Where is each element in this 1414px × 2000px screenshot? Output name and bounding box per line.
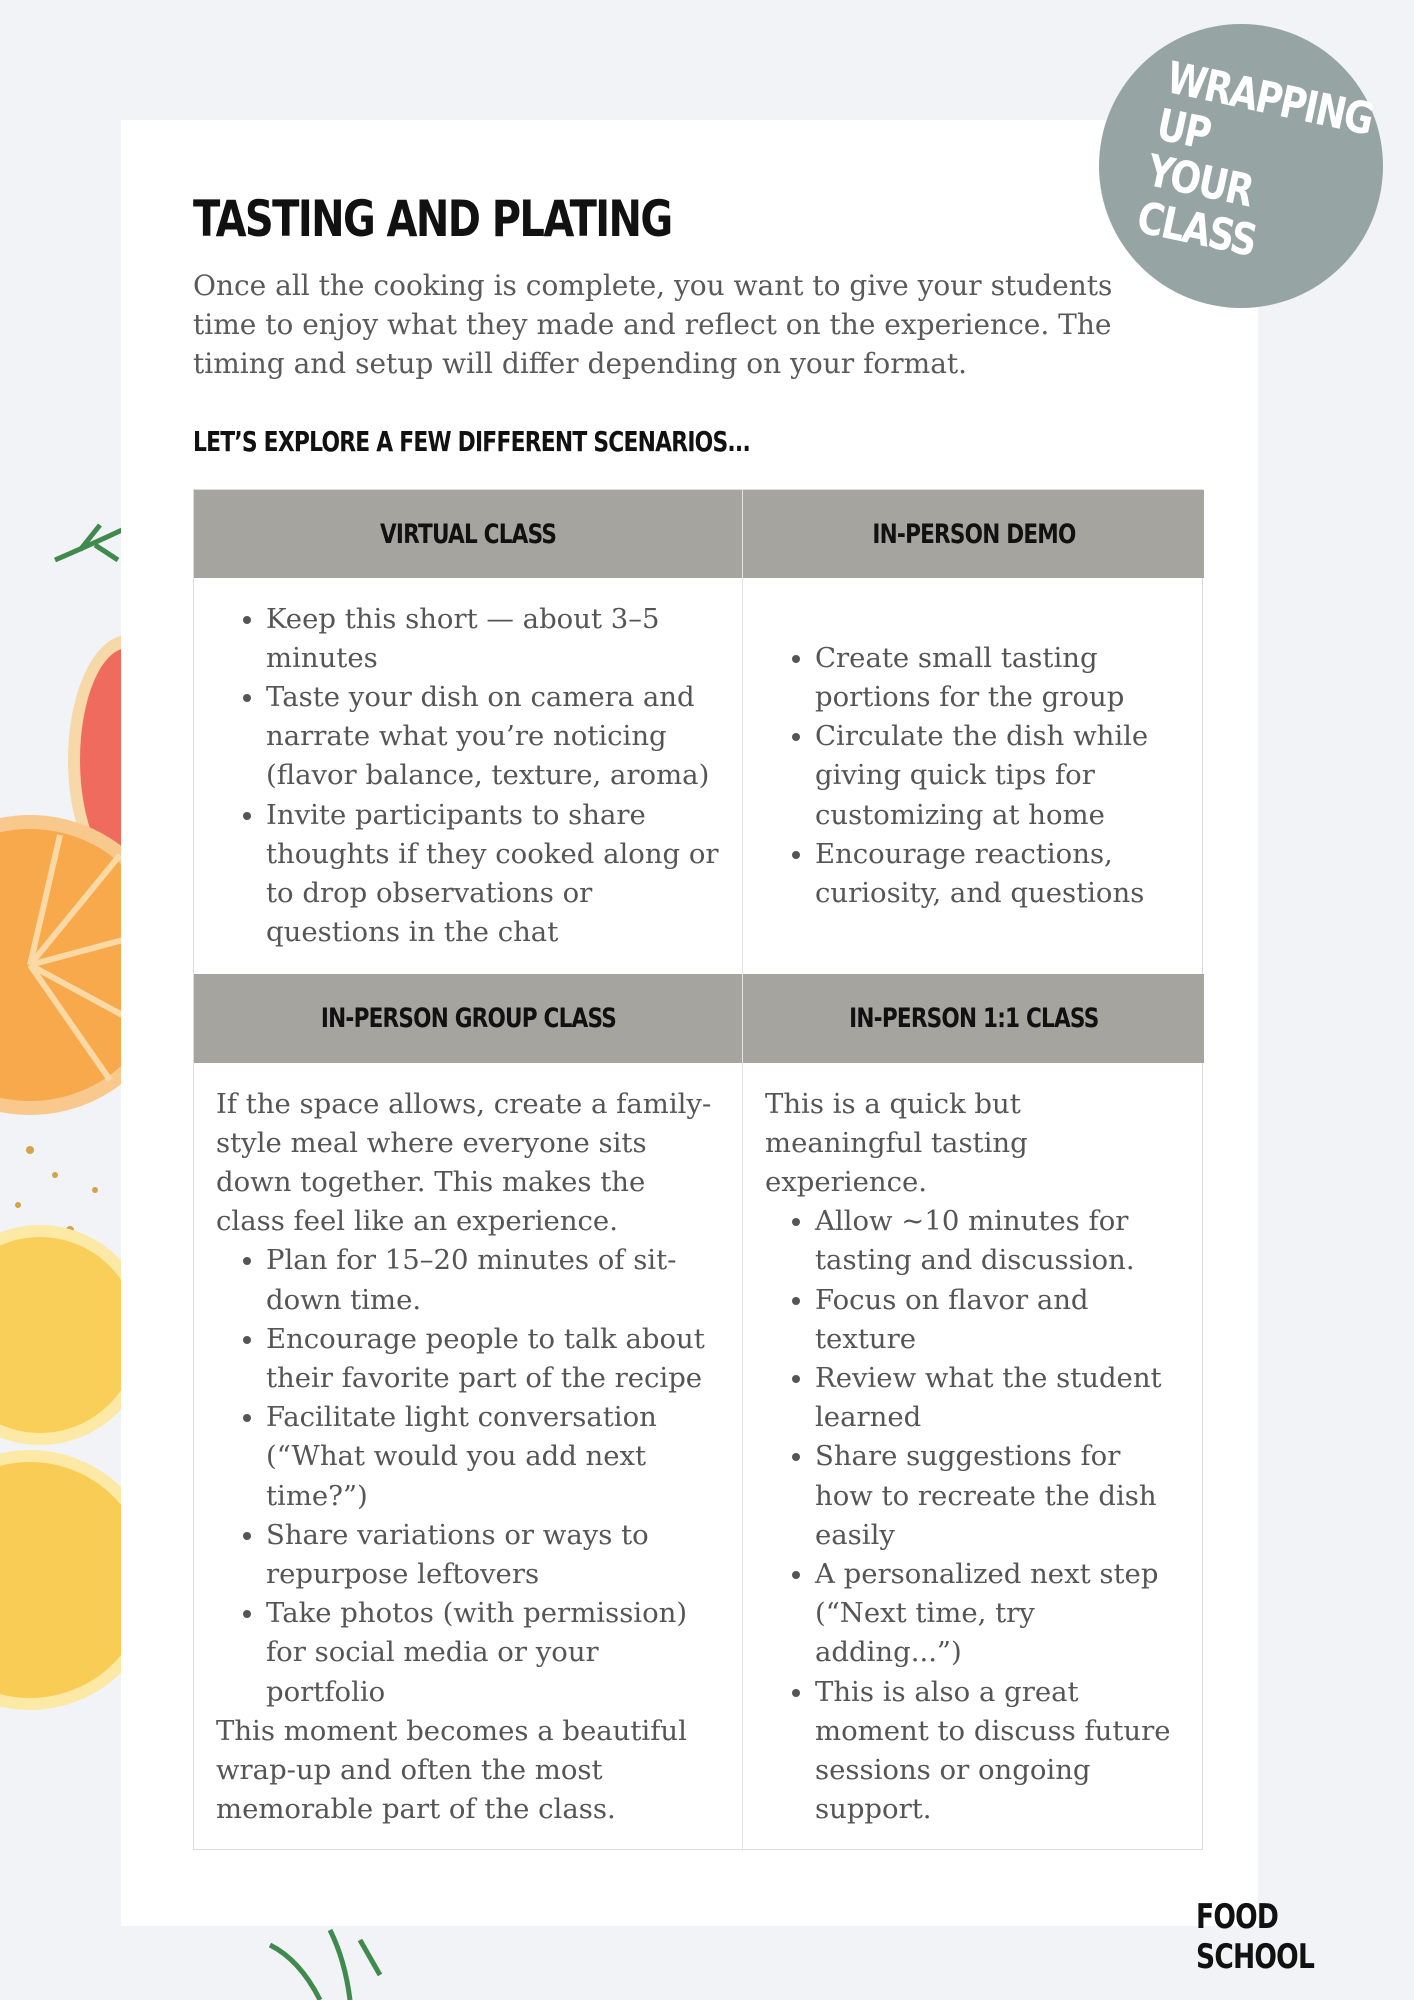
group-class-outro: This moment becomes a beautiful wrap-up and often the most memorable part of the class.: [216, 1714, 687, 1826]
list-item: • Facilitate light conversation (“What would you add next time?”): [266, 1398, 722, 1516]
badge-line-1: WRAPPING UP: [1152, 52, 1377, 160]
badge-label: [1117, 51, 1377, 281]
list-item: • Share suggestions for how to recreate the dish easily: [815, 1437, 1184, 1555]
rosemary-sprig-icon: [55, 525, 122, 560]
list-item: • Take photos (with permission) for social media or your portfolio: [266, 1594, 722, 1712]
list-item: • Invite participants to share thoughts if they cooked along or to drop observations or questions in the chat: [266, 796, 722, 953]
footer-brand: FOOD SCHOOL: [1196, 1897, 1315, 1977]
group-class-intro: If the space allows, create a family-style meal where everyone sits down together. This makes the class feel like an experience.: [216, 1087, 712, 1238]
header-group-class-label: IN-PERSON GROUP CLASS: [320, 1003, 616, 1034]
list-item: • Allow ~10 minutes for tasting and discussion.: [815, 1202, 1184, 1280]
list-item: • This is also a great moment to discuss future sessions or ongoing support.: [815, 1673, 1184, 1830]
list-item: • Encourage people to talk about their favorite part of the recipe: [266, 1320, 722, 1398]
header-in-person-demo-label: IN-PERSON DEMO: [871, 518, 1076, 550]
list-item: • Taste your dish on camera and narrate what you’re noticing (flavor balance, texture, aroma): [266, 678, 722, 796]
list-item: • Plan for 15–20 minutes of sit-down time.: [266, 1241, 722, 1319]
list-item: • Focus on flavor and texture: [815, 1281, 1184, 1359]
in-person-demo-list: [765, 639, 1184, 913]
cell-in-person-demo: [743, 578, 1204, 974]
page-title: TASTING AND PLATING: [193, 190, 672, 248]
one-on-one-list: [765, 1202, 1184, 1829]
header-one-on-one-class-label: IN-PERSON 1:1 CLASS: [848, 1003, 1099, 1034]
list-item: • Encourage reactions, curiosity, and questions: [815, 835, 1184, 913]
intro-paragraph: Once all the cooking is complete, you want to give your students time to enjoy what they made and reflect on the experience. The timing and setup will differ depending on your format.: [193, 269, 1113, 380]
list-item: • Circulate the dish while giving quick tips for customizing at home: [815, 717, 1184, 835]
header-one-on-one-class: [743, 974, 1204, 1063]
list-item: • A personalized next step (“Next time, try adding...”): [815, 1555, 1184, 1673]
header-virtual-class-label: VIRTUAL CLASS: [379, 518, 557, 550]
list-item: • Keep this short — about 3–5 minutes: [266, 600, 722, 678]
virtual-class-list: [216, 600, 722, 953]
badge-line-2: YOUR CLASS: [1132, 145, 1261, 267]
list-item: • Share variations or ways to repurpose leftovers: [266, 1516, 722, 1594]
one-on-one-intro: This is a quick but meaningful tasting experience.: [765, 1087, 1028, 1198]
rosemary-sprig-bottom-icon: [270, 1930, 380, 2000]
scenarios-table: [193, 489, 1203, 1850]
cell-virtual-class: [194, 578, 743, 974]
header-in-person-demo: [743, 490, 1204, 578]
group-class-list: [216, 1241, 722, 1711]
header-virtual-class: [194, 490, 743, 578]
list-item: • Review what the student learned: [815, 1359, 1184, 1437]
section-badge: [1099, 24, 1383, 308]
cell-group-class: [194, 1063, 743, 1851]
section-subheading: LET’S EXPLORE A FEW DIFFERENT SCENARIOS...: [193, 425, 750, 458]
cell-one-on-one-class: [743, 1063, 1204, 1851]
header-group-class: [194, 974, 743, 1063]
list-item: • Create small tasting portions for the group: [815, 639, 1184, 717]
